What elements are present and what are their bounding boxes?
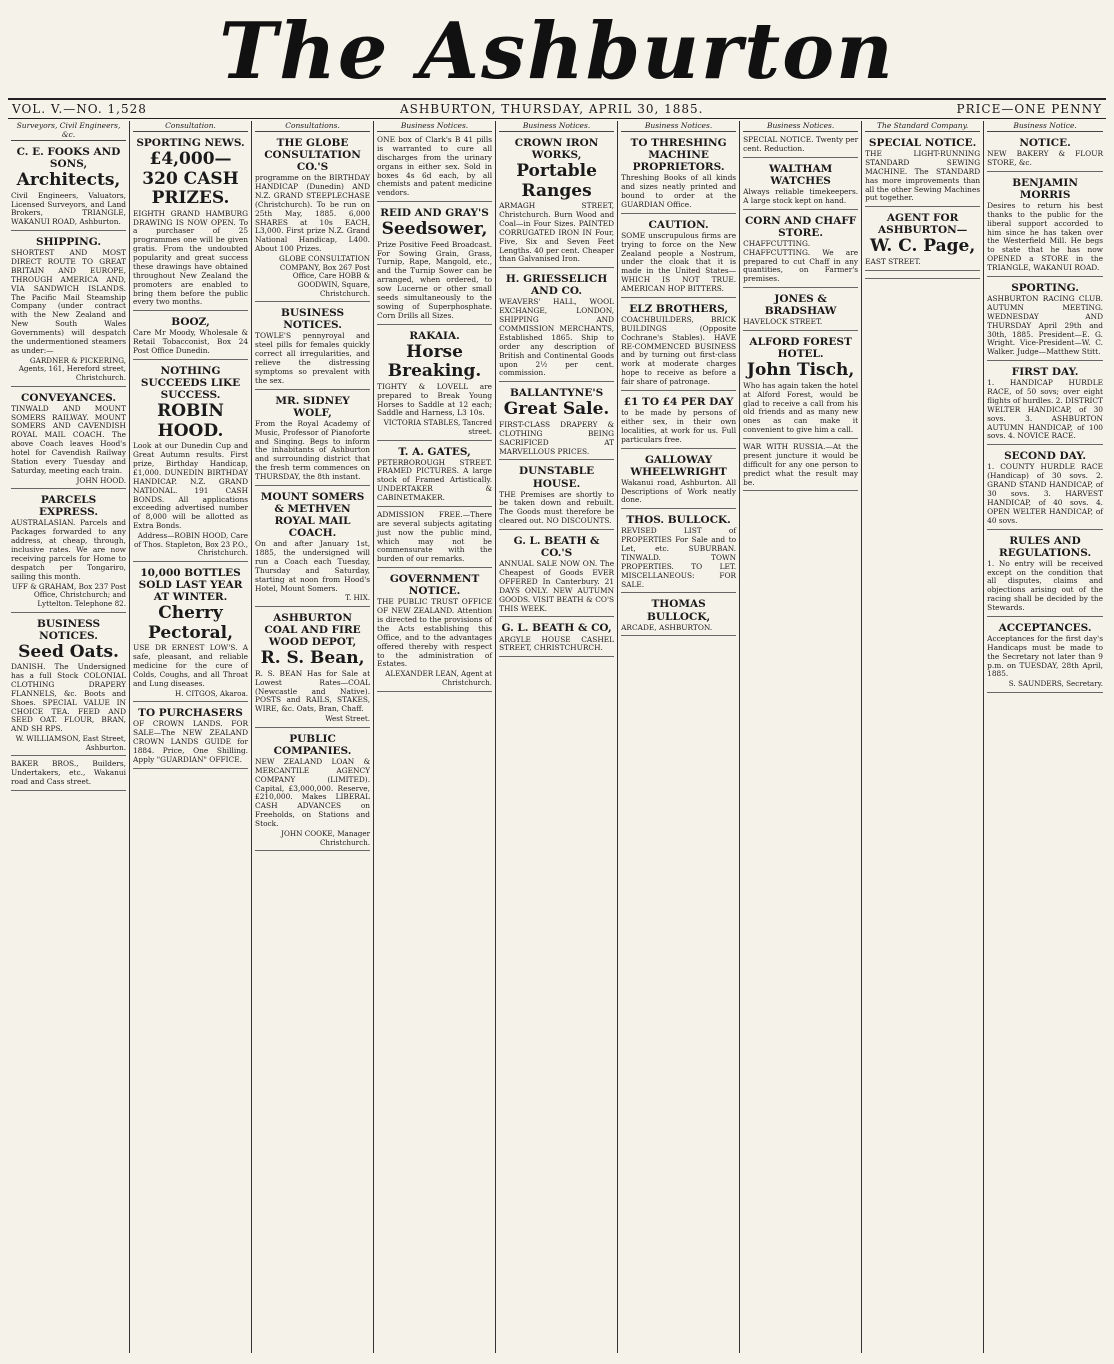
ad-headline: Cherry Pectoral, xyxy=(148,603,234,643)
ad-body: THE PUBLIC TRUST OFFICE OF NEW ZEALAND. Attention is directed to the provisions of the Acts establishing this Office, and to the advantages offered thereby with respect to the administration of Estates. xyxy=(377,597,493,669)
advertisement xyxy=(865,209,980,271)
column-heading: Business Notices. xyxy=(621,121,736,132)
ad-body: Look at our Dunedin Cup and Great Autumn results. First prize, Birthday Handicap, £1,000. DUNEDIN BIRTHDAY HANDICAP. N.Z. GRAND NATIONAL. 191 CASH BONDS. All applications exceeding advertised number of 8,000 will be allotted as Extra Bonds. xyxy=(133,441,249,531)
advertisement xyxy=(377,509,492,568)
column-2 xyxy=(130,121,252,1353)
ad-headline: ROBIN HOOD. xyxy=(157,401,224,441)
advertisement xyxy=(499,462,614,530)
ad-signature: GARDNER & PICKERING, Agents, 161, Hereford street, Christchurch. xyxy=(18,355,127,383)
advertisement xyxy=(987,174,1103,277)
ad-signature: H. CITGOS, Akaroa. xyxy=(175,688,249,698)
advertisement xyxy=(377,204,492,324)
advertisement xyxy=(987,279,1103,361)
column-heading: Business Notice. xyxy=(987,121,1103,132)
ad-body: NEW ZEALAND LOAN & MERCANTILE AGENCY COMPANY (LIMITED). Capital, £3,000,000. Reserve, £210,000. Makes LIBERAL CASH ADVANCES on Freeholds, on Stations and Stock. xyxy=(255,756,371,829)
ad-headline: R. S. Bean, xyxy=(260,648,365,669)
ad-title: GALLOWAY WHEELWRIGHT xyxy=(630,453,727,478)
ad-body: USE DR ERNEST LOW'S. A safe, pleasant, and reliable medicine for the cure of Colds, Coughs, and all Throat and Lung diseases. xyxy=(133,643,249,688)
advertisement xyxy=(11,143,126,231)
advertisement xyxy=(133,313,248,360)
ad-body: Care Mr Moody, Wholesale & Retail Tobacconist, Box 24 Post Office Dunedin. xyxy=(133,328,249,356)
ad-body: to be made by persons of either sex, in their own localities, at work for us. Full particulars free. xyxy=(621,408,737,444)
ad-title: CORN AND CHAFF STORE. xyxy=(744,214,857,239)
advertisement xyxy=(499,619,614,657)
ad-signature: Address—ROBIN HOOD, Care of Thos. Stapleton, Box 23 P.O., Christchurch. xyxy=(134,531,249,558)
ad-title: CONVEYANCES. xyxy=(20,391,117,404)
ad-body: NEW BAKERY & FLOUR STORE, &c. xyxy=(987,149,1104,167)
ad-body: ARCADE, ASHBURTON. xyxy=(621,622,713,632)
ad-body: TIGHTY & LOVELL are prepared to Break Young Horses to Saddle at 12 each; Saddle and Harness, L3 10s. xyxy=(377,381,493,418)
ad-headline: Seed Oats. xyxy=(18,641,119,662)
ad-title: ELZ BROTHERS, xyxy=(629,302,728,315)
advertisement xyxy=(11,389,126,490)
ad-title: £1 TO £4 PER DAY xyxy=(623,395,734,408)
column-7 xyxy=(740,121,862,1353)
issue-date: ASHBURTON, THURSDAY, APRIL 30, 1885. xyxy=(399,102,704,116)
column-5 xyxy=(496,121,618,1353)
ad-body: REVISED LIST of PROPERTIES For Sale and to Let, etc. SUBURBAN. TINWALD. TOWN PROPERTIES. TO LET. MISCELLANEOUS: FOR SALE. xyxy=(621,526,737,589)
ad-body: TINWALD AND MOUNT SOMERS RAILWAY. MOUNT SOMERS AND CAVENDISH ROYAL MAIL COACH. The above Coach leaves Hood's hotel for Cavendish Railway Station every Tuesday and Saturday, meeting each train. xyxy=(11,403,127,475)
advertisement xyxy=(621,511,736,593)
advertisement xyxy=(621,300,736,391)
ad-title: G. L. BEATH & CO.'S xyxy=(513,535,600,560)
advertisement xyxy=(499,134,614,268)
ad-title: T. A. GATES, xyxy=(398,445,471,458)
ad-headline: Portable Ranges xyxy=(516,161,597,201)
advertisement xyxy=(133,704,248,768)
column-9 xyxy=(984,121,1106,1353)
advertisement xyxy=(621,393,736,449)
ad-title: FIRST DAY. xyxy=(1011,366,1079,379)
ad-title: 10,000 BOTTLES SOLD LAST YEAR AT WINTER. xyxy=(138,566,243,604)
ad-title: SPORTING. xyxy=(1011,281,1079,294)
ad-body: Wakanui road, Ashburton. All Descriptions of Work neatly done. xyxy=(621,477,737,505)
ad-body: COACHBUILDERS, BRICK BUILDINGS (Opposite Cochrane's Stables). HAVE RE-COMMENCED BUSINESS and by turning out first-class work at moderate charges hope to receive as before a fair share of patronage. xyxy=(621,314,737,387)
ad-body: ONE box of Clark's B 41 pills is warranted to cure all discharges from the urinary organs in either sex. Sold in boxes 4s 6d each, by all chemists and patent medicine vendors. xyxy=(377,135,493,198)
advertisement xyxy=(621,451,736,510)
ad-title: DUNSTABLE HOUSE. xyxy=(519,465,595,490)
ad-title: SPORTING NEWS. xyxy=(136,137,245,149)
ad-title: ACCEPTANCES. xyxy=(998,621,1092,634)
ad-title: WALTHAM WATCHES xyxy=(768,162,833,187)
ad-body: ASHBURTON RACING CLUB. AUTUMN MEETING. WEDNESDAY AND THURSDAY April 29th and 30th, 1885. President—E. G. Wright. Vice-President—W. C. Walker. Judge—Matthew Stitt. xyxy=(987,294,1104,357)
ad-title: ASHBURTON COAL AND FIRE WOOD DEPOT, xyxy=(264,612,361,649)
ad-body: Civil Engineers, Valuators, Licensed Surveyors, and Land Brokers, TRIANGLE, WAKANUI ROAD, Ashburton. xyxy=(11,190,127,227)
column-heading: Business Notices. xyxy=(743,121,858,132)
ad-title: THE GLOBE CONSULTATION CO.'S xyxy=(264,137,361,174)
ad-body: WAR WITH RUSSIA.—At the present juncture it would be difficult for any one person to predict what the result may be. xyxy=(743,442,859,487)
ad-signature: JOHN COOKE, Manager Christchurch. xyxy=(281,828,371,847)
advertisement xyxy=(11,491,126,612)
advertisement xyxy=(743,134,858,158)
ad-title: TO PURCHASERS xyxy=(138,707,243,720)
column-heading: Business Notices. xyxy=(377,121,492,132)
ad-headline: £4,000—320 CASH PRIZES. xyxy=(142,149,239,209)
advertisement xyxy=(255,392,370,486)
ad-headline: Great Sale. xyxy=(503,399,610,420)
ad-signature: GLOBE CONSULTATION COMPANY, Box 267 Post Office, Care HOBB & GOODWIN, Square, Christchurch. xyxy=(278,254,371,298)
ad-body: 1. HANDICAP HURDLE RACE, of 50 sovs; over eight flights of hurdles. 2. DISTRICT WELTER HANDICAP, of 30 sovs. 3. ASHBURTON AUTUMN HANDICAP, of 100 sovs. 4. NOVICE RACE. xyxy=(987,378,1104,441)
advertisement xyxy=(255,609,370,728)
ad-signature: West Street. xyxy=(325,714,371,724)
ad-headline: Horse Breaking. xyxy=(387,341,482,382)
ad-body: 1. COUNTY HURDLE RACE (Handicap) of 30 sovs. 2. GRAND STAND HANDICAP, of 30 sovs. 3. HARVEST HANDICAP, of 40 sovs. 4. OPEN WELTER HANDICAP, of 40 sovs. xyxy=(987,462,1104,525)
column-heading: Consultation. xyxy=(133,121,248,132)
advertisement xyxy=(499,532,614,617)
advertisement xyxy=(499,270,614,382)
ad-body: FIRST-CLASS DRAPERY & CLOTHING BEING SACRIFICED AT MARVELLOUS PRICES. xyxy=(499,419,615,456)
ad-title: GOVERNMENT NOTICE. xyxy=(389,573,480,598)
advertisement xyxy=(621,595,736,636)
ad-title: BUSINESS NOTICES. xyxy=(281,307,345,332)
advertisement xyxy=(743,212,858,289)
advertisement xyxy=(987,619,1103,693)
ad-title: RULES AND REGULATIONS. xyxy=(998,534,1092,559)
ad-headline: John Tisch, xyxy=(746,360,855,381)
advertisement xyxy=(255,134,370,302)
advertisement xyxy=(377,134,492,202)
ad-body: ARGYLE HOUSE CASHEL STREET, CHRISTCHURCH. xyxy=(499,634,615,653)
ad-headline: Seedsower, xyxy=(381,219,488,240)
ad-body: R. S. BEAN Has for Sale at Lowest Rates—COAL (Newcastle and Native). POSTS and RAILS, STAKES, WIRE, &c. Oats, Bran, Chaff. xyxy=(255,668,371,714)
ad-title: NOTHING SUCCEEDS LIKE SUCCESS. xyxy=(140,365,241,402)
ad-body: Acceptances for the first day's Handicaps must be made to the Secretary not later than 9 p.m. on TUESDAY, 28th April, 1885. xyxy=(987,633,1104,679)
column-3 xyxy=(252,121,374,1353)
ad-body: Prize Positive Feed Broadcast. For Sowing Grain, Grass, Turnip, Rape, Mangold, etc., and the Turnip Sower can be arranged, when ordered, to sow Lucerne or other small seeds simultaneously to the sowing of Superphosphate. Corn Drills all Sizes. xyxy=(377,239,493,320)
ad-title: BALLANTYNE'S xyxy=(509,387,604,400)
masthead-title: The Ashburton xyxy=(219,6,895,97)
column-heading: Consultations. xyxy=(255,121,370,132)
ad-title: CAUTION. xyxy=(648,218,709,231)
ad-body: On and after January 1st, 1885, the undersigned will run a Coach each Tuesday, Thursday and Saturday, starting at noon from Hood's Hotel, Mount Somers. xyxy=(255,539,371,593)
advertisement xyxy=(255,488,370,607)
ad-title: THOS. BULLOCK. xyxy=(626,514,731,527)
ad-title: AGENT FOR ASHBURTON— xyxy=(877,212,968,237)
ad-body: SOME unscrupulous firms are trying to force on the New Zealand people a Nostrum, under the cloak that it is made in the United States—WHICH IS NOT TRUE. AMERICAN HOP BITTERS. xyxy=(621,230,737,293)
ad-body: Desires to return his best thanks to the public for the liberal support accorded to him since he has taken over the Westerfield Mill. He begs to state that he has now OPENED a STORE in the TRIANGLE, WAKANUI ROAD. xyxy=(987,200,1104,273)
ad-body: EIGHTH GRAND HAMBURG DRAWING IS NOW OPEN. To a purchaser of 25 programmes one will be given gratis. From the undoubted popularity and great success these drawings have obtained throughout New Zealand the promoters are enabled to bring them before the public every two months. xyxy=(133,208,249,307)
advertisement xyxy=(987,363,1103,445)
advertisement xyxy=(255,304,370,389)
advertisement xyxy=(621,216,736,298)
advertisement xyxy=(987,532,1103,617)
ad-title: SPECIAL NOTICE. xyxy=(868,137,977,149)
advertisement xyxy=(11,615,126,757)
ad-title: PUBLIC COMPANIES. xyxy=(273,732,352,757)
ad-body: HAVELOCK STREET. xyxy=(743,317,823,327)
ad-body: DANISH. The Undersigned has a full Stock COLONIAL CLOTHING DRAPERY FLANNELS, &c. Boots and Shoes. SPECIAL VALUE IN CHOICE TEA. FEED AND SEED OAT. FLOUR, BRAN, AND SH RPS. xyxy=(11,662,127,734)
ad-body: THE LIGHT-RUNNING STANDARD SEWING MACHINE. The STANDARD has more improvements than all the other Sewing Machines put together. xyxy=(865,149,981,203)
advertisement xyxy=(11,233,126,386)
ad-title: MOUNT SOMERS & METHVEN ROYAL MAIL COACH. xyxy=(260,490,365,540)
ad-signature: VICTORIA STABLES, Tancred street. xyxy=(383,418,493,436)
ad-body: AUSTRALASIAN. Parcels and Packages forwarded to any address, at cheap, through, inclusive rates. We are now receiving parcels for Home to despatch per Tongariro, sailing this month. xyxy=(11,518,127,581)
ad-title: BENJAMIN MORRIS xyxy=(1012,176,1078,201)
advertisement xyxy=(743,333,858,439)
ad-signature: JOHN HOOD. xyxy=(76,475,127,485)
ad-body: BAKER BROS., Builders, Undertakers, etc., Wakanui road and Cass street. xyxy=(11,759,127,787)
advertisement xyxy=(621,134,736,214)
ad-title: H. GRIESSELICH AND CO. xyxy=(505,273,608,298)
advertisement xyxy=(987,447,1103,529)
advertisement xyxy=(133,362,248,562)
advertisement xyxy=(255,730,370,851)
advertisement xyxy=(743,290,858,331)
ad-signature: ALEXANDER LEAN, Agent at Christchurch. xyxy=(385,669,493,687)
ad-headline: W. C. Page, xyxy=(869,236,976,257)
ad-title: THOMAS BULLOCK, xyxy=(647,598,711,623)
issue-price: PRICE—ONE PENNY xyxy=(956,102,1102,116)
column-1 xyxy=(8,121,130,1353)
column-heading: The Standard Company. xyxy=(865,121,980,132)
advertisement xyxy=(377,443,492,507)
ad-title: TO THRESHING MACHINE PROPRIETORS. xyxy=(630,137,727,174)
ad-title: PARCELS EXPRESS. xyxy=(39,494,98,519)
ad-signature: W. WILLIAMSON, East Street, Ashburton. xyxy=(15,734,127,752)
column-6 xyxy=(618,121,740,1353)
advertisement xyxy=(865,273,980,279)
advertisement xyxy=(377,570,492,691)
advertisement xyxy=(377,327,492,441)
ad-body: SPECIAL NOTICE. Twenty per cent. Reduction. xyxy=(743,135,859,153)
ad-signature: UFF & GRAHAM, Box 237 Post Office, Christchurch; and Lyttelton. Telephone 82. xyxy=(11,581,127,608)
ad-signature: T. HIX. xyxy=(345,593,371,603)
ad-headline: Architects, xyxy=(16,170,121,191)
ad-body: CHAFFCUTTING. CHAFFCUTTING. We are prepared to cut Chaff in any quantities, on Farmer's premises. xyxy=(743,238,859,284)
ad-title: BUSINESS NOTICES. xyxy=(36,617,101,642)
ad-title: BOOZ, xyxy=(171,316,210,329)
ad-title: SECOND DAY. xyxy=(1004,450,1087,463)
column-4 xyxy=(374,121,496,1353)
advertisement xyxy=(133,564,248,702)
ad-body: programme on the BIRTHDAY HANDICAP (Dunedin) AND N.Z. GRAND STEEPLECHASE (Christchurch). To be run on 25th May, 1885. 6,000 SHARES at 10s EACH, L3,000. First prize N.Z. Grand National Handicap, L400. About 100 Prizes. xyxy=(255,173,371,254)
ad-title: ALFORD FOREST HOTEL. xyxy=(749,336,852,361)
advertisement xyxy=(499,384,614,460)
ad-title: CROWN IRON WORKS, xyxy=(514,137,599,162)
ad-body: 1. No entry will be received except on the condition that all disputes, claims and objections arising out of the racing shall be decided by the Stewards. xyxy=(987,558,1104,612)
volume-number: VOL. V.—NO. 1,528 xyxy=(12,102,147,116)
ad-body: PETERBOROUGH STREET. FRAMED PICTURES. A large stock of Framed Artistically. UNDERTAKER & CABINETMAKER. xyxy=(377,457,493,503)
advertisement xyxy=(987,134,1103,172)
ad-body: Always reliable timekeepers. A large stock kept on hand. xyxy=(743,186,859,205)
column-8 xyxy=(862,121,984,1353)
ad-title: G. L. BEATH & CO, xyxy=(501,622,612,635)
advertisement xyxy=(133,134,248,311)
ad-body: TOWLE'S pennyroyal and steel pills for females quickly correct all irregularities, and relieve the distressing symptoms so prevalent with the sex. xyxy=(255,331,371,385)
column-heading: Surveyors, Civil Engineers, &c. xyxy=(11,121,126,141)
ad-title: NOTICE. xyxy=(1019,137,1071,149)
advertisement xyxy=(11,758,126,791)
ad-title: C. E. FOOKS AND SONS, xyxy=(16,146,121,171)
advertisement xyxy=(865,134,980,207)
ad-body: ADMISSION FREE.—There are several subjects agitating just now the public mind, which may not be commensurate with the burden of our remarks. xyxy=(377,509,493,564)
ad-body: Who has again taken the hotel at Alford Forest, would be glad to receive a call from his old friends and as many new ones as can make it convenient to give him a call. xyxy=(743,380,859,435)
ad-body: OF CROWN LANDS. FOR SALE—The NEW ZEALAND CROWN LANDS GUIDE for 1884. Price, One Shilling. Apply "GUARDIAN" OFFICE. xyxy=(133,719,249,764)
columns-container xyxy=(8,121,1106,1353)
ad-title: SHIPPING. xyxy=(36,236,101,249)
ad-title: JONES & BRADSHAW xyxy=(764,293,837,318)
ad-body: ARMAGH STREET, Christchurch. Burn Wood and Coal—in Four Sizes. PAINTED CORRUGATED IRON IN Four, Five, Six and Seven Feet Lengths. 40 per cent. Cheaper than Galvanised Iron. xyxy=(499,201,615,264)
ad-title: MR. SIDNEY WOLF, xyxy=(275,394,350,419)
ad-body: EAST STREET. xyxy=(865,256,921,266)
ad-title: RAKAIA. xyxy=(409,329,460,342)
ad-body: From the Royal Academy of Music, Professor of Pianoforte and Singing. Begs to inform the inhabitants of Ashburton and surrounding district that the fresh term commences on THURSDAY, the 8th instant. xyxy=(255,418,371,482)
ad-signature: S. SAUNDERS, Secretary. xyxy=(1008,679,1104,689)
ad-title: REID AND GRAY'S xyxy=(380,207,489,220)
advertisement xyxy=(743,160,858,210)
column-heading: Business Notices. xyxy=(499,121,614,132)
ad-body: ANNUAL SALE NOW ON. The Cheapest of Goods EVER OFFERED In Canterbury. 21 DAYS ONLY. NEW AUTUMN GOODS. VISIT BEATH & CO'S THIS WEEK. xyxy=(499,559,615,613)
advertisement xyxy=(743,441,858,491)
ad-body: Threshing Books of all kinds and sizes neatly printed and bound to order at the GUARDIAN Office. xyxy=(621,173,737,209)
ad-body: WEAVERS' HALL, WOOL EXCHANGE, LONDON, SHIPPING AND COMMISSION MERCHANTS, Established 1865. Ship to order any description of British and Continental Goods upon 2½ per cent. commission. xyxy=(499,297,615,378)
dateline-bar xyxy=(8,98,1106,119)
ad-body: SHORTEST AND MOST DIRECT ROUTE TO GREAT BRITAIN AND EUROPE, THROUGH AMERICA AND, VIA SANDWICH ISLANDS. The Pacific Mail Steamship Company (under contract with the New Zealand and New South Wales Governments) will despatch the undermentioned steamers as under:— xyxy=(11,248,127,355)
ad-body: THE Premises are shortly to be taken down and rebuilt. The Goods must therefore be cleared out. NO DISCOUNTS. xyxy=(499,489,615,526)
